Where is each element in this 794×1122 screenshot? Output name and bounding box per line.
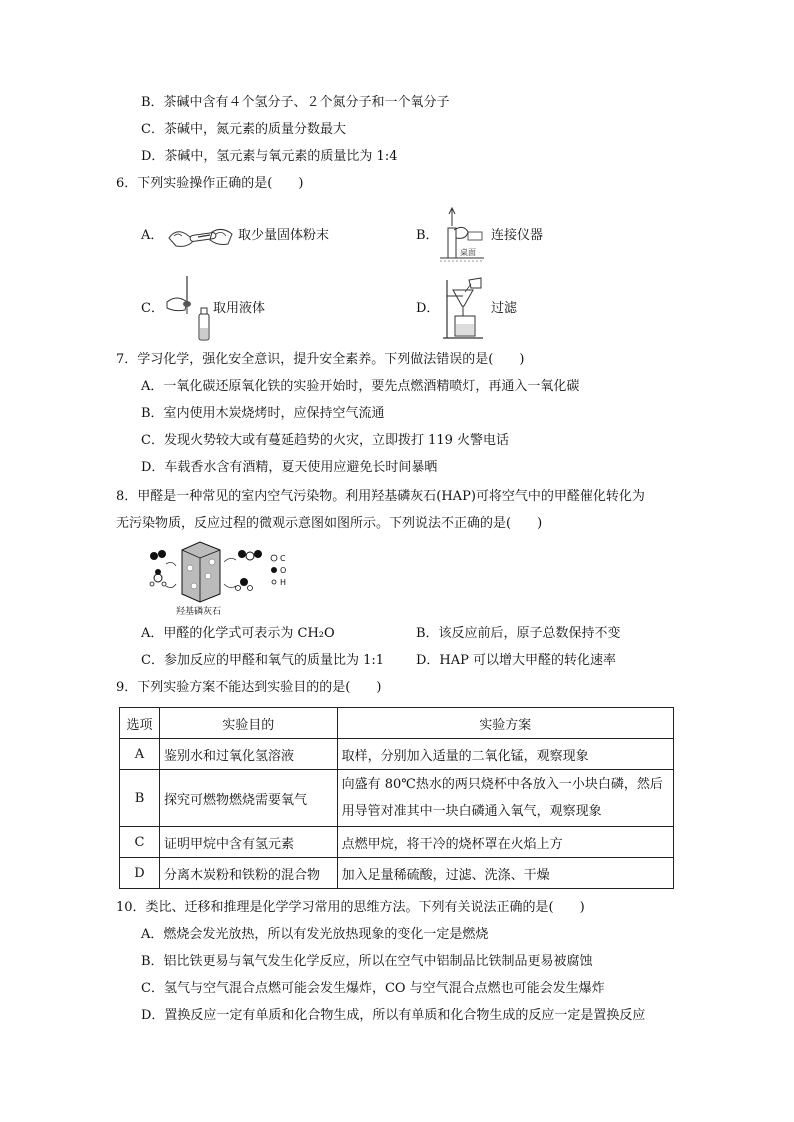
q6-option-d-text: 过滤 — [491, 301, 518, 316]
legend-o: O — [280, 566, 287, 575]
q6-option-c-letter: C． — [141, 301, 164, 316]
q5-option-c: C．茶碱中，氮元素的质量分数最大 — [141, 122, 346, 137]
header-goal: 实验目的 — [159, 708, 337, 739]
row-plan: 取样，分别加入适量的二氧化锰，观察现象 — [337, 739, 673, 770]
q9-table — [119, 707, 674, 889]
q5-option-d: D．茶碱中，氢元素与氧元素的质量比为 1:4 — [141, 149, 398, 164]
q10-option-b: B．铝比铁更易与氧气发生化学反应，所以在空气中铝制品比铁制品更易被腐蚀 — [141, 954, 593, 969]
filtration-figure — [441, 276, 485, 342]
q7-stem: 7．学习化学，强化安全意识，提升安全素养。下列做法错误的是( ) — [116, 352, 525, 367]
table-row — [120, 770, 674, 827]
row-plan-line2: 用导管对准其中一块白磷通入氧气，观察现象 — [341, 804, 602, 819]
row-plan — [337, 770, 673, 827]
q8-option-c: C．参加反应的甲醛和氧气的质量比为 1:1 — [141, 653, 385, 668]
row-plan-line1: 向盛有 80℃热水的两只烧杯中各放入一小块白磷，然后 — [341, 777, 663, 792]
q10-option-c: C．氢气与空气混合点燃可能会发生爆炸，CO 与空气混合点燃也可能会发生爆炸 — [141, 981, 605, 996]
q7-option-a: A．一氧化碳还原氧化铁的实验开始时，要先点燃酒精喷灯，再通入一氧化碳 — [141, 379, 580, 394]
q6-option-a-letter: A． — [141, 228, 164, 243]
q6-option-d-letter: D． — [416, 301, 440, 316]
legend-h: H — [280, 578, 287, 587]
q8-option-b: B．该反应前后，原子总数保持不变 — [416, 626, 621, 641]
header-option: 选项 — [120, 708, 160, 739]
q10-stem: 10．类比、迁移和推理是化学学习常用的思维方法。下列有关说法正确的是( ) — [116, 900, 585, 915]
q7-option-b: B．室内使用木炭烧烤时，应保持空气流通 — [141, 406, 385, 421]
q10-option-d: D．置换反应一定有单质和化合物生成，所以有单质和化合物生成的反应一定是置换反应 — [141, 1008, 646, 1023]
table-row — [120, 827, 674, 858]
q8-option-a: A．甲醛的化学式可表示为 CH₂O — [141, 626, 335, 641]
q7-option-c: C．发现火势较大或有蔓延趋势的火灾，立即拨打 119 火警电话 — [141, 433, 510, 448]
desk-label: 桌面 — [460, 248, 476, 257]
row-option: C — [120, 827, 160, 858]
legend-c: C — [280, 554, 286, 563]
row-option: D — [120, 858, 160, 889]
row-goal: 证明甲烷中含有氢元素 — [159, 827, 337, 858]
header-plan: 实验方案 — [337, 708, 673, 739]
q9-stem: 9．下列实验方案不能达到实验目的的是( ) — [116, 680, 382, 695]
table-row — [120, 739, 674, 770]
reaction-diagram — [144, 538, 294, 618]
q6-option-b-text: 连接仪器 — [491, 228, 544, 243]
table-row — [120, 858, 674, 889]
q6-option-c-text: 取用液体 — [213, 301, 266, 316]
row-goal: 探究可燃物燃烧需要氧气 — [159, 770, 337, 827]
row-plan: 加入足量稀硫酸，过滤、洗涤、干燥 — [337, 858, 673, 889]
connect-apparatus-figure — [438, 206, 486, 266]
q8-stem-line2: 无污染物质，反应过程的微观示意图如图所示。下列说法不正确的是( ) — [116, 516, 543, 531]
q6-option-a-text: 取少量固体粉末 — [238, 228, 330, 243]
row-plan: 点燃甲烷，将干冷的烧杯罩在火焰上方 — [337, 827, 673, 858]
row-goal: 分离木炭粉和铁粉的混合物 — [159, 858, 337, 889]
dropper-figure — [163, 274, 213, 344]
q6-option-b-letter: B． — [416, 228, 439, 243]
q8-stem-line1: 8．甲醛是一种常见的室内空气污染物。利用羟基磷灰石(HAP)可将空气中的甲醛催化转化为 — [116, 489, 645, 504]
powder-taking-figure — [166, 218, 236, 256]
q7-option-d: D．车载香水含有酒精，夏天使用应避免长时间暴晒 — [141, 460, 438, 475]
row-option: A — [120, 739, 160, 770]
row-goal: 鉴别水和过氧化氢溶液 — [159, 739, 337, 770]
hap-caption: 羟基磷灰石 — [176, 607, 222, 617]
q5-option-b: B．茶碱中含有４个氢分子、２个氮分子和一个氧分子 — [141, 95, 450, 110]
q6-stem: 6．下列实验操作正确的是( ) — [116, 176, 304, 191]
q8-option-d: D．HAP 可以增大甲醛的转化速率 — [416, 653, 617, 668]
q10-option-a: A．燃烧会发光放热，所以有发光放热现象的变化一定是燃烧 — [141, 927, 489, 942]
row-option: B — [120, 770, 160, 827]
